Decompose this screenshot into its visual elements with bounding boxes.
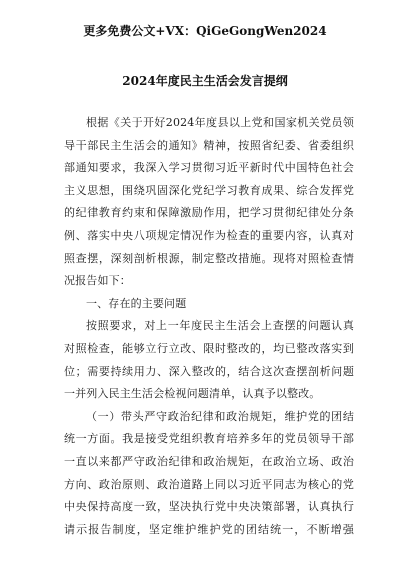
body-text-line: 导干部民主生活会的通知》精神，按照省纪委、省委组织 (64, 138, 354, 152)
body-text-line: 一直以来都严守政治纪律和政治规矩，在政治立场、政治 (64, 454, 354, 468)
body-text-line: 一并列入民主生活会检视问题清单，认真予以整改。 (64, 387, 321, 401)
body-text-line: 请示报告制度，坚定维护维护党的团结统一，不断增强 (64, 522, 354, 536)
body-text-line: 部通知要求，我深入学习贯彻习近平新时代中国特色社会 (64, 161, 354, 175)
body-text-line: 一、存在的主要问题 (86, 296, 187, 310)
body-text-line: 的纪律教育约束和保障激励作用，把学习贯彻纪律处分条 (64, 206, 354, 220)
body-text-line: 主义思想，围绕巩固深化党纪学习教育成果、综合发挥党 (64, 183, 354, 197)
body-text-line: 位；需要持续用力、深入整改的，结合这次查摆剖析问题 (64, 364, 354, 378)
body-text-line: 根据《关于开好2024年度县以上党和国家机关党员领 (86, 116, 354, 129)
document-header: 更多免费公文+VX：QiGeGongWen2024 (83, 24, 327, 38)
body-text-line: 况报告如下： (64, 274, 131, 288)
body-text-line: 按照要求，对上一年度民主生活会上查摆的问题认真 (86, 319, 354, 333)
document-body (64, 112, 354, 541)
body-text-line: 照查摆，深刻剖析根源，制定整改措施。现将对照检查情 (64, 251, 354, 265)
body-text-line: （一）带头严守政治纪律和政治规矩，维护党的团结 (86, 409, 354, 423)
body-text-line: 中央保持高度一致，坚决执行党中央决策部署，认真执行 (64, 500, 354, 514)
body-text-line: 对照检查，能够立行立改、限时整改的，均已整改落实到 (64, 341, 354, 355)
body-text-line: 方向、政治原则、政治道路上同以习近平同志为核心的党 (64, 477, 354, 491)
body-text-line: 统一方面。我是接受党组织教育培养多年的党员领导干部 (64, 432, 354, 446)
document-title: 2024年度民主生活会发言提纲 (122, 74, 288, 88)
body-text-line: 例、落实中央八项规定情况作为检查的重要内容，认真对 (64, 228, 354, 242)
